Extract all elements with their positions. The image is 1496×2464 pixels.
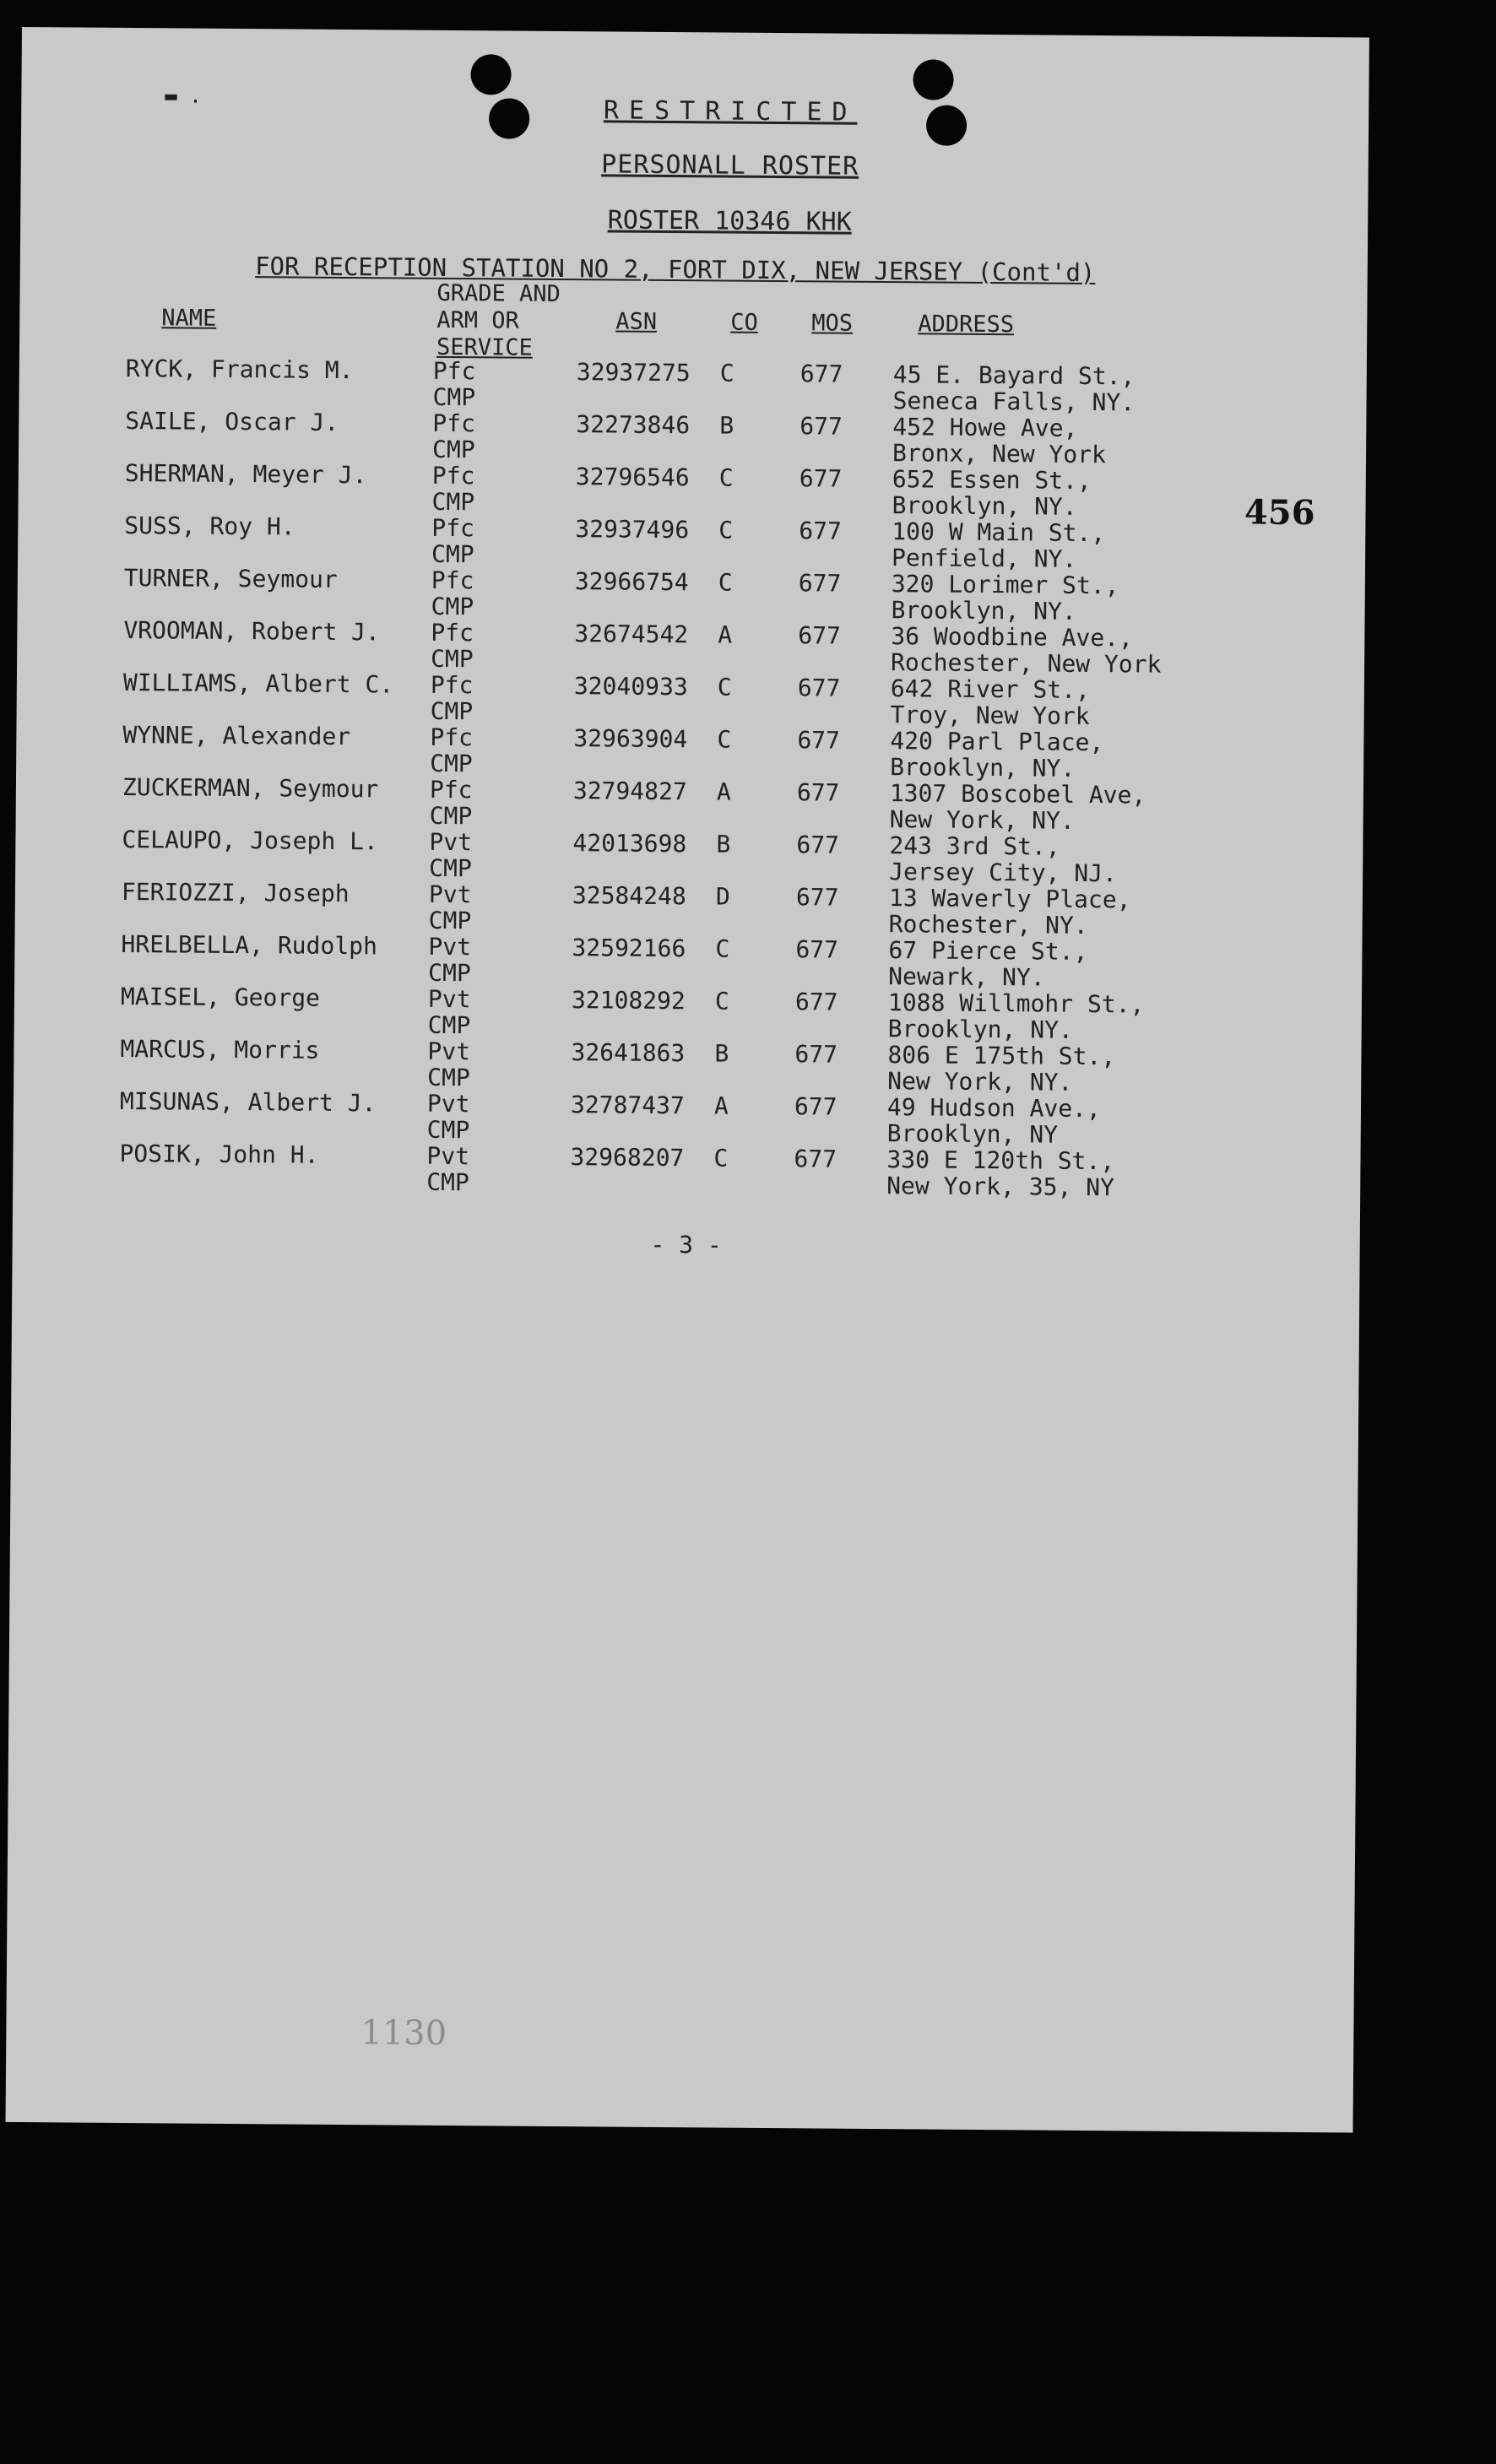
cell-mos — [796, 884, 889, 937]
cell-addr1: 45 E. Bayard St., — [892, 360, 1136, 391]
table-row — [123, 617, 1245, 678]
cell-name: VROOMAN, Robert J. — [123, 615, 380, 647]
cell-asn: 32787437 — [570, 1091, 685, 1120]
cell-name: ZUCKERMAN, Seymour — [122, 772, 379, 804]
cell-name: POSIK, John H. — [119, 1139, 319, 1169]
column-header-name: NAME — [161, 305, 217, 332]
punch-hole — [913, 59, 953, 100]
cell-asn: 32794827 — [572, 777, 687, 806]
cell-asn — [574, 568, 718, 621]
cell-name — [125, 408, 432, 463]
cell-grade: Pfc — [431, 461, 475, 490]
cell-co: C — [719, 359, 734, 387]
cell-service: CMP — [430, 696, 474, 726]
cell-addr — [887, 1094, 1242, 1149]
cell-name — [120, 1088, 427, 1143]
cell-addr — [886, 1146, 1241, 1201]
cell-co: C — [718, 568, 733, 597]
cell-addr1: 243 3rd St., — [889, 831, 1060, 861]
cell-name — [122, 879, 429, 934]
cell-grade — [429, 881, 572, 934]
cell-asn: 32937275 — [576, 358, 691, 387]
cell-addr — [892, 414, 1247, 468]
cell-name — [123, 617, 431, 672]
cell-addr — [892, 361, 1247, 416]
column-header-grade — [436, 280, 561, 362]
cell-co: C — [713, 1144, 729, 1172]
table-row — [124, 460, 1246, 521]
cell-co — [713, 1145, 794, 1198]
cell-grade: Pfc — [430, 723, 474, 752]
cell-mos: 677 — [797, 726, 841, 755]
cell-asn — [576, 411, 719, 464]
cell-addr1: 1088 Willmohr St., — [887, 988, 1145, 1019]
cell-service: CMP — [427, 1063, 470, 1092]
cell-co: A — [713, 1091, 729, 1120]
ink-speck: ▬ . — [165, 84, 202, 108]
cell-service: CMP — [431, 487, 475, 517]
cell-name — [119, 1140, 426, 1195]
cell-addr1: 49 Hudson Ave., — [886, 1093, 1101, 1124]
cell-name — [121, 931, 428, 986]
table-row — [120, 1036, 1242, 1097]
cell-addr1: 13 Waverly Place, — [888, 884, 1131, 914]
cell-mos — [799, 517, 892, 571]
cell-addr1: 1307 Boscobel Ave, — [889, 779, 1146, 810]
cell-mos — [794, 1093, 887, 1146]
cell-co: C — [718, 516, 734, 544]
cell-grade — [427, 1038, 571, 1091]
cell-addr — [891, 623, 1245, 678]
cell-grade: Pfc — [430, 670, 474, 700]
cell-service: CMP — [426, 1115, 470, 1145]
cell-co: B — [714, 1039, 729, 1068]
cell-addr — [890, 728, 1244, 783]
cell-asn — [573, 725, 717, 778]
cell-service: CMP — [427, 1010, 471, 1040]
cell-mos: 677 — [795, 883, 839, 912]
cell-mos: 677 — [799, 360, 843, 388]
cell-addr — [891, 571, 1245, 625]
table-row — [121, 983, 1243, 1044]
cell-service: CMP — [428, 958, 471, 988]
cell-mos: 677 — [799, 412, 843, 441]
cell-asn: 32796546 — [575, 463, 690, 492]
document-page — [6, 27, 1369, 2132]
cell-mos — [796, 831, 889, 885]
cell-addr — [889, 832, 1244, 887]
document-title: PERSONALL ROSTER — [601, 149, 859, 181]
bottom-number: 1130 — [360, 2013, 447, 2054]
cell-mos — [799, 360, 892, 414]
cell-mos: 677 — [794, 1092, 837, 1121]
cell-service: CMP — [431, 592, 474, 621]
cell-mos: 677 — [794, 1040, 838, 1069]
cell-mos — [797, 727, 890, 780]
cell-addr1: 806 E 175th St., — [887, 1041, 1116, 1071]
cell-mos — [799, 465, 892, 518]
cell-grade: Pfc — [431, 618, 474, 647]
cell-mos: 677 — [798, 621, 842, 650]
cell-co: C — [714, 987, 729, 1015]
column-header-address: ADDRESS — [918, 311, 1015, 338]
cell-addr — [889, 885, 1244, 940]
cell-asn — [574, 673, 718, 726]
table-row — [124, 565, 1246, 625]
cell-grade — [431, 620, 574, 673]
cell-asn — [573, 777, 717, 831]
cell-co — [716, 831, 796, 884]
cell-co — [715, 935, 795, 988]
cell-grade: Pvt — [429, 827, 473, 857]
cell-mos — [798, 570, 891, 623]
cell-addr1: 642 River St., — [890, 674, 1091, 704]
cell-service: CMP — [429, 801, 473, 831]
cell-name: CELAUPO, Joseph L. — [122, 825, 379, 856]
cell-asn — [575, 463, 718, 517]
cell-grade — [431, 567, 575, 620]
column-header-mos: MOS — [811, 310, 854, 337]
cell-co — [714, 1092, 794, 1145]
cell-addr1: 100 W Main St., — [892, 517, 1106, 548]
cell-asn: 42013698 — [572, 829, 687, 858]
cell-grade — [430, 777, 573, 830]
cell-mos — [795, 936, 888, 989]
cell-addr1: 420 Parl Place, — [890, 727, 1104, 757]
cell-co — [714, 1040, 794, 1093]
column-header-asn: ASN — [615, 308, 658, 335]
table-row — [122, 826, 1244, 887]
cell-co — [718, 569, 798, 622]
table-row — [121, 931, 1243, 992]
cell-grade — [426, 1143, 570, 1196]
cell-addr — [891, 675, 1245, 730]
cell-name: HRELBELLA, Rudolph — [121, 929, 378, 961]
cell-grade — [431, 515, 575, 568]
roster-table — [119, 355, 1248, 1201]
table-row — [119, 1140, 1241, 1201]
cell-grade — [431, 463, 575, 516]
cell-service: CMP — [431, 644, 474, 674]
cell-asn: 32040933 — [573, 672, 688, 701]
cell-co — [719, 360, 799, 414]
table-row — [122, 879, 1244, 940]
cell-co: A — [718, 620, 733, 649]
cell-grade — [432, 358, 576, 411]
cell-asn — [572, 987, 715, 1040]
cell-name — [124, 565, 431, 620]
cell-addr2: Seneca Falls, NY. — [892, 387, 1136, 417]
cell-name: WILLIAMS, Albert C. — [122, 668, 394, 699]
cell-mos — [794, 1145, 886, 1199]
cell-name: SAILE, Oscar J. — [125, 406, 339, 436]
cell-name: MARCUS, Morris — [120, 1034, 320, 1064]
cell-name — [122, 826, 429, 881]
column-header-co: CO — [730, 309, 758, 336]
cell-mos — [799, 413, 892, 466]
stamp-number: 456 — [1244, 492, 1315, 533]
cell-grade: Pvt — [427, 1037, 471, 1066]
cell-addr1: 67 Pierce St., — [888, 936, 1088, 966]
cell-addr2: Bronx, New York — [892, 439, 1107, 469]
cell-grade: Pfc — [429, 775, 473, 804]
cell-addr1: 320 Lorimer St., — [891, 570, 1119, 600]
cell-service: CMP — [430, 749, 473, 778]
grade-header-line: ARM OR — [436, 306, 519, 334]
cell-asn — [575, 516, 718, 569]
cell-asn — [570, 1144, 713, 1197]
cell-name — [124, 460, 431, 515]
cell-co — [718, 465, 799, 518]
cell-co — [717, 778, 797, 831]
cell-grade: Pfc — [431, 513, 475, 543]
cell-asn: 32273846 — [576, 410, 691, 440]
cell-service: CMP — [431, 435, 475, 464]
cell-co: A — [716, 777, 731, 806]
cell-addr2: Brooklyn, NY. — [891, 596, 1076, 625]
cell-mos: 677 — [799, 517, 843, 545]
cell-mos: 677 — [794, 988, 838, 1016]
cell-grade: Pvt — [426, 1141, 470, 1171]
cell-name: MISUNAS, Albert J. — [119, 1086, 377, 1118]
cell-addr2: Rochester, New York — [890, 648, 1162, 679]
cell-addr1: 652 Essen St., — [892, 465, 1092, 495]
cell-name: MAISEL, George — [120, 982, 321, 1012]
cell-asn: 32937496 — [575, 515, 690, 544]
table-row — [125, 408, 1247, 468]
cell-grade: Pvt — [428, 880, 472, 909]
cell-mos: 677 — [794, 1145, 837, 1173]
cell-asn: 32641863 — [571, 1038, 686, 1068]
cell-grade — [430, 724, 573, 777]
cell-addr2: Brooklyn, NY. — [890, 753, 1076, 783]
punch-hole — [470, 54, 511, 95]
cell-addr1: 36 Woodbine Ave., — [891, 622, 1134, 653]
cell-asn: 32674542 — [574, 620, 689, 649]
grade-header-line: SERVICE — [436, 333, 533, 361]
cell-asn — [572, 934, 715, 988]
cell-grade: Pfc — [432, 356, 476, 386]
cell-grade — [427, 1091, 571, 1144]
cell-name — [122, 722, 430, 777]
cell-grade — [429, 829, 572, 882]
cell-mos: 677 — [798, 569, 842, 598]
cell-grade: Pvt — [426, 1089, 470, 1118]
cell-grade: Pvt — [428, 932, 472, 961]
cell-service: CMP — [426, 1167, 469, 1197]
cell-co: C — [717, 673, 732, 701]
cell-co — [715, 988, 795, 1041]
cell-co: B — [716, 830, 731, 858]
cell-addr — [888, 937, 1243, 992]
cell-asn — [571, 1091, 714, 1145]
cell-name: RYCK, Francis M. — [125, 354, 354, 385]
cell-mos — [794, 1041, 887, 1094]
cell-asn: 32968207 — [570, 1143, 685, 1172]
cell-service: CMP — [429, 853, 472, 883]
cell-service: CMP — [431, 539, 474, 569]
cell-co — [716, 883, 796, 936]
cell-grade: Pfc — [431, 566, 474, 595]
cell-name — [124, 512, 431, 567]
cell-mos: 677 — [795, 935, 839, 964]
cell-addr2: Brooklyn, NY. — [892, 491, 1077, 521]
cell-grade: Pvt — [427, 984, 471, 1014]
cell-asn — [576, 359, 719, 412]
cell-co — [718, 674, 798, 727]
cell-addr2: Penfield, NY. — [891, 544, 1077, 573]
cell-addr2: Rochester, NY. — [888, 910, 1088, 940]
cell-addr — [892, 518, 1246, 573]
cell-co — [719, 413, 799, 466]
cell-name — [120, 1036, 427, 1091]
cell-name: FERIOZZI, Joseph — [121, 877, 350, 908]
cell-mos — [795, 988, 888, 1042]
cell-asn: 32584248 — [572, 881, 686, 911]
cell-co: C — [717, 725, 732, 754]
cell-co: C — [715, 934, 730, 963]
cell-addr — [890, 780, 1244, 835]
cell-grade — [432, 410, 576, 463]
cell-asn — [572, 882, 716, 935]
cell-mos: 677 — [796, 778, 840, 807]
cell-name: TURNER, Seymour — [123, 563, 338, 593]
cell-co: B — [719, 411, 734, 440]
cell-name — [122, 774, 430, 829]
cell-name — [123, 669, 431, 724]
cell-asn: 32963904 — [573, 724, 688, 754]
grade-header-line: GRADE AND — [436, 279, 561, 308]
document-subtitle: FOR RECEPTION STATION NO 2, FORT DIX, NEW JERSEY (Cont'd) — [255, 252, 1096, 287]
cell-addr2: Brooklyn, NY — [886, 1119, 1059, 1149]
cell-addr — [887, 1042, 1242, 1097]
cell-co — [718, 517, 799, 571]
cell-grade — [428, 934, 572, 987]
cell-grade — [431, 672, 574, 725]
cell-asn — [574, 620, 718, 674]
cell-addr — [888, 989, 1243, 1044]
cell-asn: 32966754 — [574, 567, 689, 597]
cell-service: CMP — [432, 382, 476, 412]
cell-grade — [428, 986, 572, 1039]
cell-addr2: Newark, NY. — [888, 962, 1045, 992]
cell-asn: 32592166 — [572, 934, 686, 963]
cell-asn — [571, 1039, 714, 1092]
cell-mos — [798, 674, 891, 728]
cell-grade: Pfc — [432, 409, 476, 438]
cell-mos: 677 — [796, 831, 840, 859]
page-number: - 3 - — [650, 1230, 722, 1259]
cell-addr2: Troy, New York — [890, 701, 1090, 730]
cell-mos: 677 — [797, 674, 841, 702]
cell-name: SUSS, Roy H. — [124, 511, 295, 541]
cell-co: C — [718, 463, 734, 492]
cell-addr2: New York, NY. — [887, 1067, 1073, 1097]
cell-addr1: 452 Howe Ave, — [892, 413, 1078, 442]
cell-addr2: New York, NY. — [889, 805, 1075, 835]
roster-number: ROSTER 10346 KHK — [607, 205, 852, 237]
cell-name — [125, 355, 432, 410]
table-row — [124, 512, 1246, 573]
cell-addr2: New York, 35, NY — [886, 1172, 1115, 1202]
classification-heading: RESTRICTED — [603, 95, 858, 127]
cell-addr — [892, 466, 1246, 521]
cell-co: D — [715, 882, 730, 911]
cell-co — [717, 726, 797, 779]
cell-name: WYNNE, Alexander — [122, 720, 351, 751]
cell-name — [121, 983, 428, 1038]
cell-asn: 32108292 — [571, 986, 686, 1015]
cell-mos — [798, 622, 891, 675]
cell-co — [718, 621, 798, 674]
cell-asn — [572, 830, 716, 883]
cell-addr1: 330 E 120th St., — [886, 1145, 1115, 1176]
cell-mos — [797, 779, 890, 832]
cell-name: SHERMAN, Meyer J. — [124, 458, 367, 490]
cell-service: CMP — [428, 906, 472, 935]
cell-addr2: Jersey City, NJ. — [889, 858, 1118, 888]
cell-mos: 677 — [799, 464, 843, 493]
cell-addr2: Brooklyn, NY. — [887, 1015, 1073, 1044]
